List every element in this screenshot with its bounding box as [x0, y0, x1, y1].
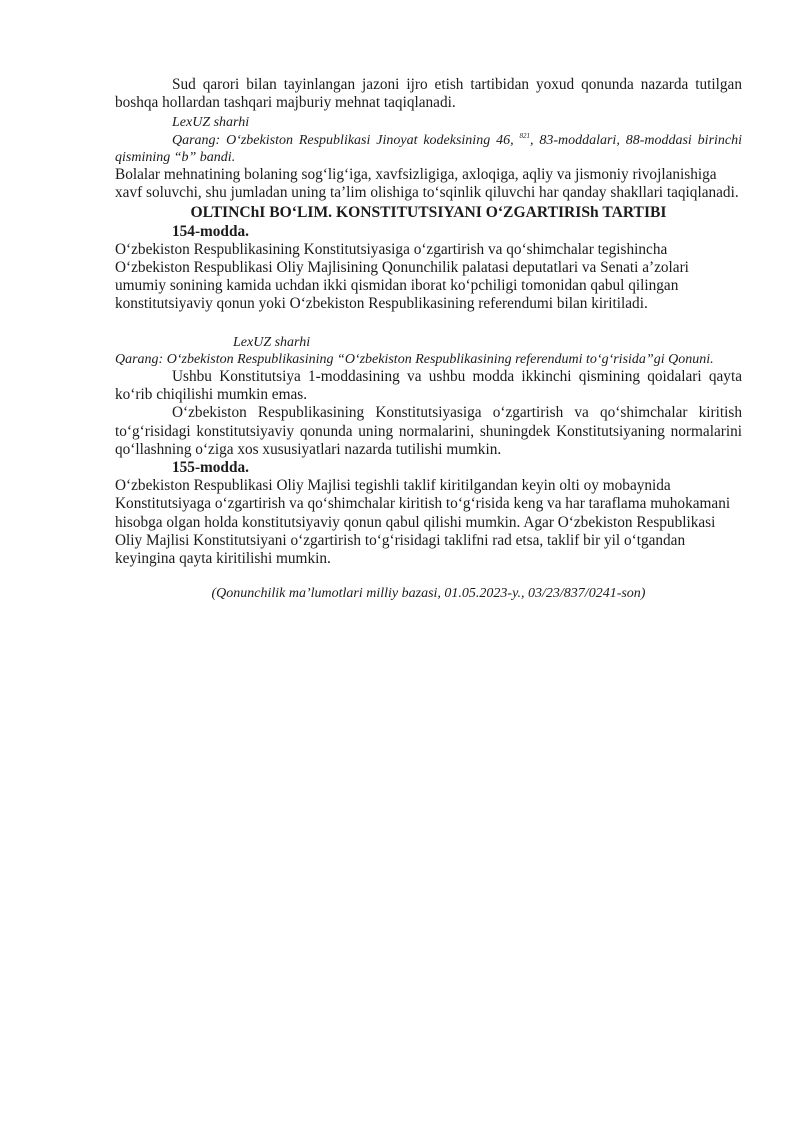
reference-superscript: 821: [519, 131, 530, 140]
forced-labour-paragraph: Sud qarori bilan tayinlangan jazoni ijro etish tartibidan yoxud qonunda nazarda tutilgan boshqa hollardan tashqari majburiy mehnat taqiqlanadi.: [115, 76, 742, 112]
lexuz-commentary-label: LexUZ sharhi: [172, 115, 250, 131]
reference-text: Qarang: O‘zbekiston Respublikasi Jinoyat kodeksining 46,: [172, 132, 514, 148]
referendum-law-reference: Qarang: O‘zbekiston Respublikasining “O‘zbekiston Respublikasining referendumi to‘g‘risida”gi Qonuni.: [115, 351, 714, 367]
article-155-paragraph: O‘zbekiston Respublikasi Oliy Majlisi tegishli taklif kiritilgandan keyin olti oy mobaynida Konstitutsiyaga o‘zgartirish va qo‘shimchalar kiritish to‘g‘risida keng va har taraflama muhokamani hisobga olgan holda konstitutsiyaviy qonun qabul qilishi mumkin. Agar O‘zbekiston Respublikasi Oliy Majlisi Konstitutsiyani o‘zgartirish to‘g‘risidagi taklifni rad etsa, taklif bir yil o‘tgandan keyingina qayta kiritilishi mumkin.: [115, 477, 731, 568]
source-citation: (Qonunchilik ma’lumotlari milliy bazasi, 01.05.2023-y., 03/23/837/0241-son): [211, 586, 646, 602]
document-page: [115, 76, 742, 602]
child-labour-paragraph: Bolalar mehnatining bolaning sog‘lig‘iga, xavfsizligiga, axloqiga, aqliy va jismoniy rivojlanishiga xavf soluvchi, shu jumladan uning ta’lim olishiga to‘sqinlik qiluvchi har qanday shakllari taqiqlanadi.: [115, 166, 739, 202]
section-heading: OLTINChI BO‘LIM. KONSTITUTSIYANI O‘ZGARTIRISh TARTIBI: [190, 204, 667, 222]
reference-text-continued: , 83-moddalari, 88-moddasi birinchi qismining “b” bandi.: [115, 132, 743, 165]
article-155-title: 155-modda.: [172, 459, 249, 477]
article-154-paragraph-1: O‘zbekiston Respublikasining Konstitutsiyasiga o‘zgartirish va qo‘shimchalar tegishincha O‘zbekiston Respublikasi Oliy Majlisining Qonunchilik palatasi deputatlari va Senati a’zolari umumiy sonining kamida uchdan ikki qismidan iborat ko‘pchiligi tomonidan qabul qilingan konstitutsiyaviy qonun yoki O‘zbekiston Respublikasining referendumi bilan kiritiladi.: [115, 240, 689, 313]
criminal-code-reference: [115, 132, 742, 166]
article-154-paragraph-3: O‘zbekiston Respublikasining Konstitutsiyasiga o‘zgartirish va qo‘shimchalar kiritish to‘g‘risidagi konstitutsiyaviy qonunda uning normalarini, shuningdek Konstitutsiyaning normalarini qo‘llashning o‘ziga xos xususiyatlari nazarda tutilishi mumkin.: [115, 404, 742, 458]
article-154-paragraph-2: Ushbu Konstitutsiya 1-moddasining va ushbu modda ikkinchi qismining qoidalari qayta ko‘rib chiqilishi mumkin emas.: [115, 368, 742, 404]
article-154-title: 154-modda.: [172, 222, 249, 240]
spacer: [115, 314, 742, 334]
lexuz-commentary-label: LexUZ sharhi: [233, 334, 311, 350]
